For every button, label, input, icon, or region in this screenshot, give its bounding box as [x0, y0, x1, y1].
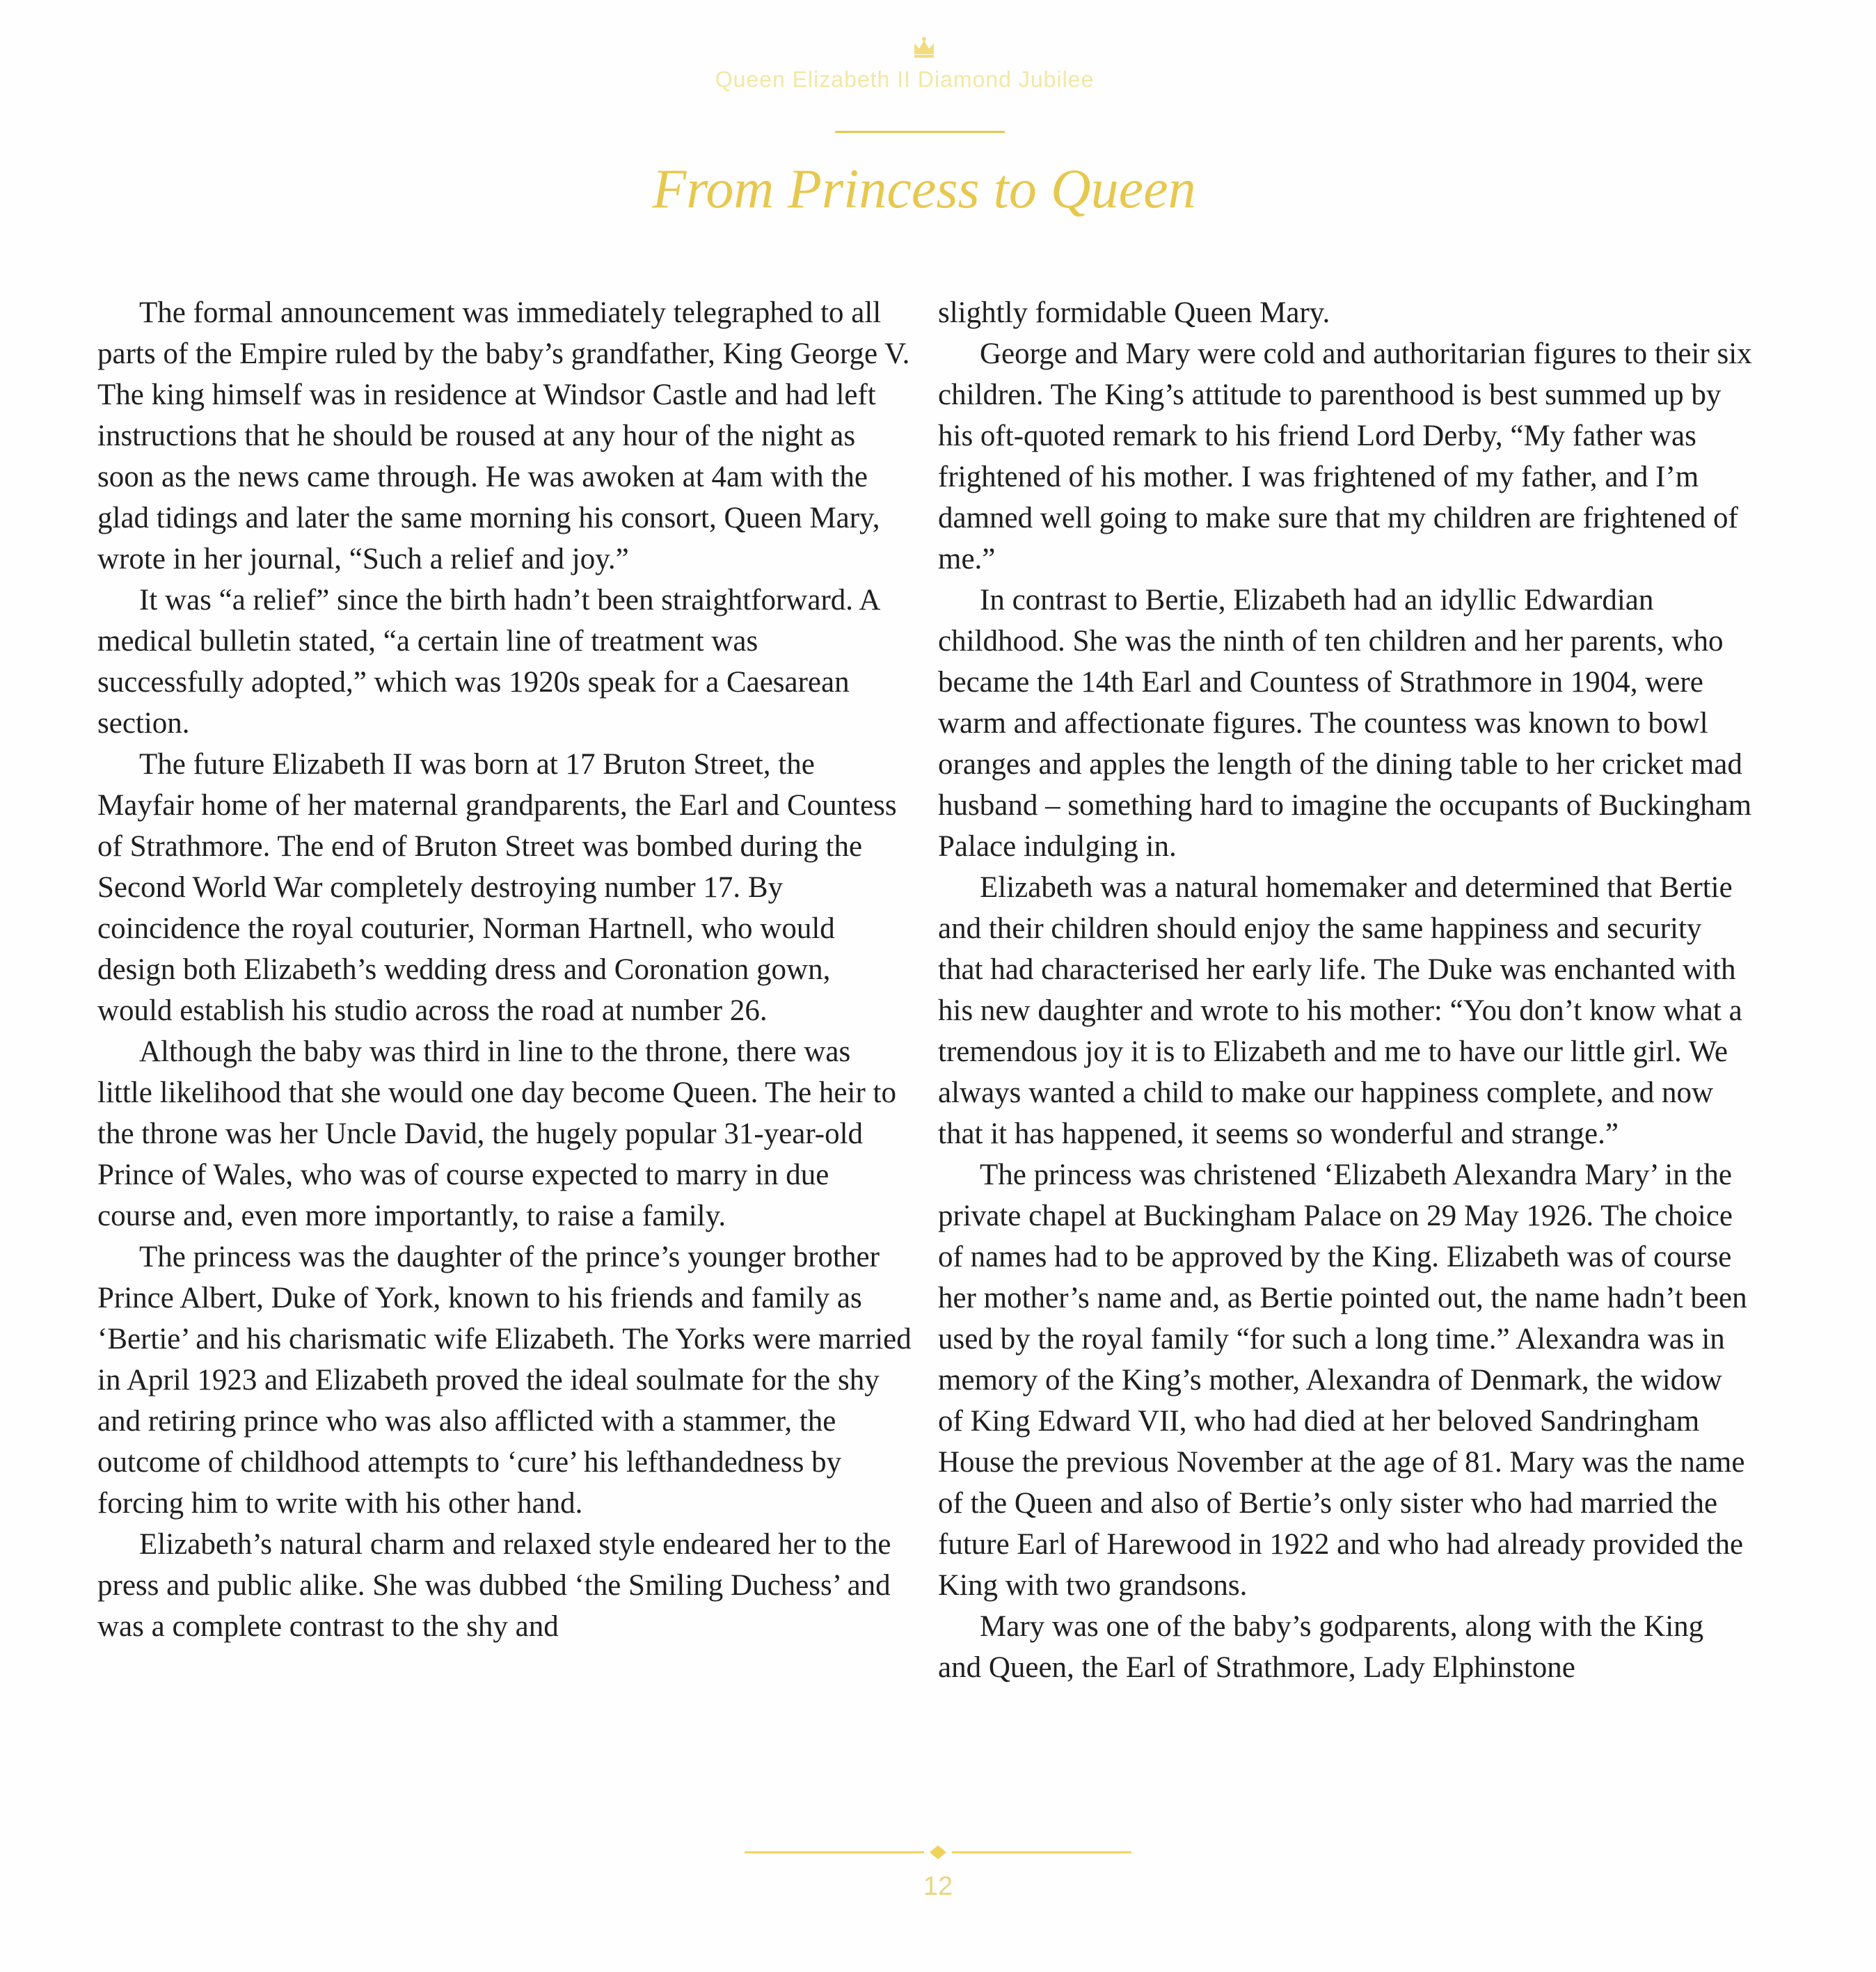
right-column: [938, 292, 1752, 1688]
paragraph: The princess was the daughter of the prince’s younger brother Prince Albert, Duke of York, known to his friends and family as ‘Bertie’ and his charismatic wife Elizabeth. The Yorks were married in April 1923 and Elizabeth proved the ideal soulmate for the shy and retiring prince who was also afflicted with a stammer, the outcome of childhood attempts to ‘cure’ his lefthandedness by forcing him to write with his other hand.: [97, 1241, 912, 1520]
left-column: [97, 292, 912, 1647]
paragraph: George and Mary were cold and authoritarian figures to their six children. The King’s attitude to parenthood is best summed up by his oft-quoted remark to his friend Lord Derby, “My father was frightened of his mother. I was frightened of my father, and I’m damned well going to make sure that my children are frightened of me.”: [938, 337, 1752, 575]
page-title: From Princess to Queen: [652, 159, 1196, 220]
header-rule: [835, 131, 1005, 133]
running-head: Queen Elizabeth II Diamond Jubilee: [715, 67, 1095, 92]
paragraph: In contrast to Bertie, Elizabeth had an idyllic Edwardian childhood. She was the ninth of ten children and her parents, who became the 14th Earl and Countess of Strathmore in 1904, were warm and affectionate figures. The countess was known to bowl oranges and apples the length of the dining table to her cricket mad husband – something hard to imagine the occupants of Buckingham Palace indulging in.: [938, 584, 1752, 863]
paragraph: The formal announcement was immediately telegraphed to all parts of the Empire ruled by the baby’s grandfather, King George V. The king himself was in residence at Windsor Castle and had left instructions that he should be roused at any hour of the night as soon as the news came through. He was awoken at 4am with the glad tidings and later the same morning his consort, Queen Mary, wrote in her journal, “Such a relief and joy.”: [97, 296, 910, 575]
paragraph: Although the baby was third in line to the throne, there was little likelihood that she would one day become Queen. The heir to the throne was her Uncle David, the hugely popular 31-year-old Prince of Wales, who was of course expected to marry in due course and, even more importantly, to raise a family.: [97, 1035, 896, 1232]
page-number: 12: [923, 1872, 953, 1901]
paragraph: The princess was christened ‘Elizabeth Alexandra Mary’ in the private chapel at Buckingham Palace on 29 May 1926. The choice of names had to be approved by the King. Elizabeth was of course her mother’s name and, as Bertie pointed out, the name hadn’t been used by the royal family “for such a long time.” Alexandra was in memory of the King’s mother, Alexandra of Denmark, the widow of King Edward VII, who had died at her beloved Sandringham House the previous November at the age of 81. Mary was the name of the Queen and also of Bertie’s only sister who had married the future Earl of Harewood in 1922 and who had already provided the King with two grandsons.: [938, 1159, 1747, 1602]
paragraph: The future Elizabeth II was born at 17 Bruton Street, the Mayfair home of her maternal grandparents, the Earl and Countess of Strathmore. The end of Bruton Street was bombed during the Second World War completely destroying number 17. By coincidence the royal couturier, Norman Hartnell, who would design both Elizabeth’s wedding dress and Coronation gown, would establish his studio across the road at number 26.: [97, 748, 897, 1027]
paragraph-continuation: slightly formidable Queen Mary.: [938, 296, 1330, 329]
paragraph: Mary was one of the baby’s godparents, along with the King and Queen, the Earl of Strathmore, Lady Elphinstone: [938, 1610, 1704, 1684]
crown-icon: [910, 33, 938, 61]
paragraph: Elizabeth was a natural homemaker and determined that Bertie and their children should enjoy the same happiness and security that had characterised her early life. The Duke was enchanted with his new daughter and wrote to his mother: “You don’t know what a tremendous joy it is to Elizabeth and me to have our little girl. We always wanted a child to make our happiness complete, and now that it has happened, it seems so wonderful and strange.”: [938, 871, 1742, 1150]
paragraph: It was “a relief” since the birth hadn’t been straightforward. A medical bulletin stated, “a certain line of treatment was successfully adopted,” which was 1920s speak for a Caesarean section.: [97, 584, 880, 740]
diamond-ornament-icon: [745, 1844, 1131, 1861]
paragraph: Elizabeth’s natural charm and relaxed style endeared her to the press and public alike. She was dubbed ‘the Smiling Duchess’ and was a complete contrast to the shy and: [97, 1528, 891, 1643]
